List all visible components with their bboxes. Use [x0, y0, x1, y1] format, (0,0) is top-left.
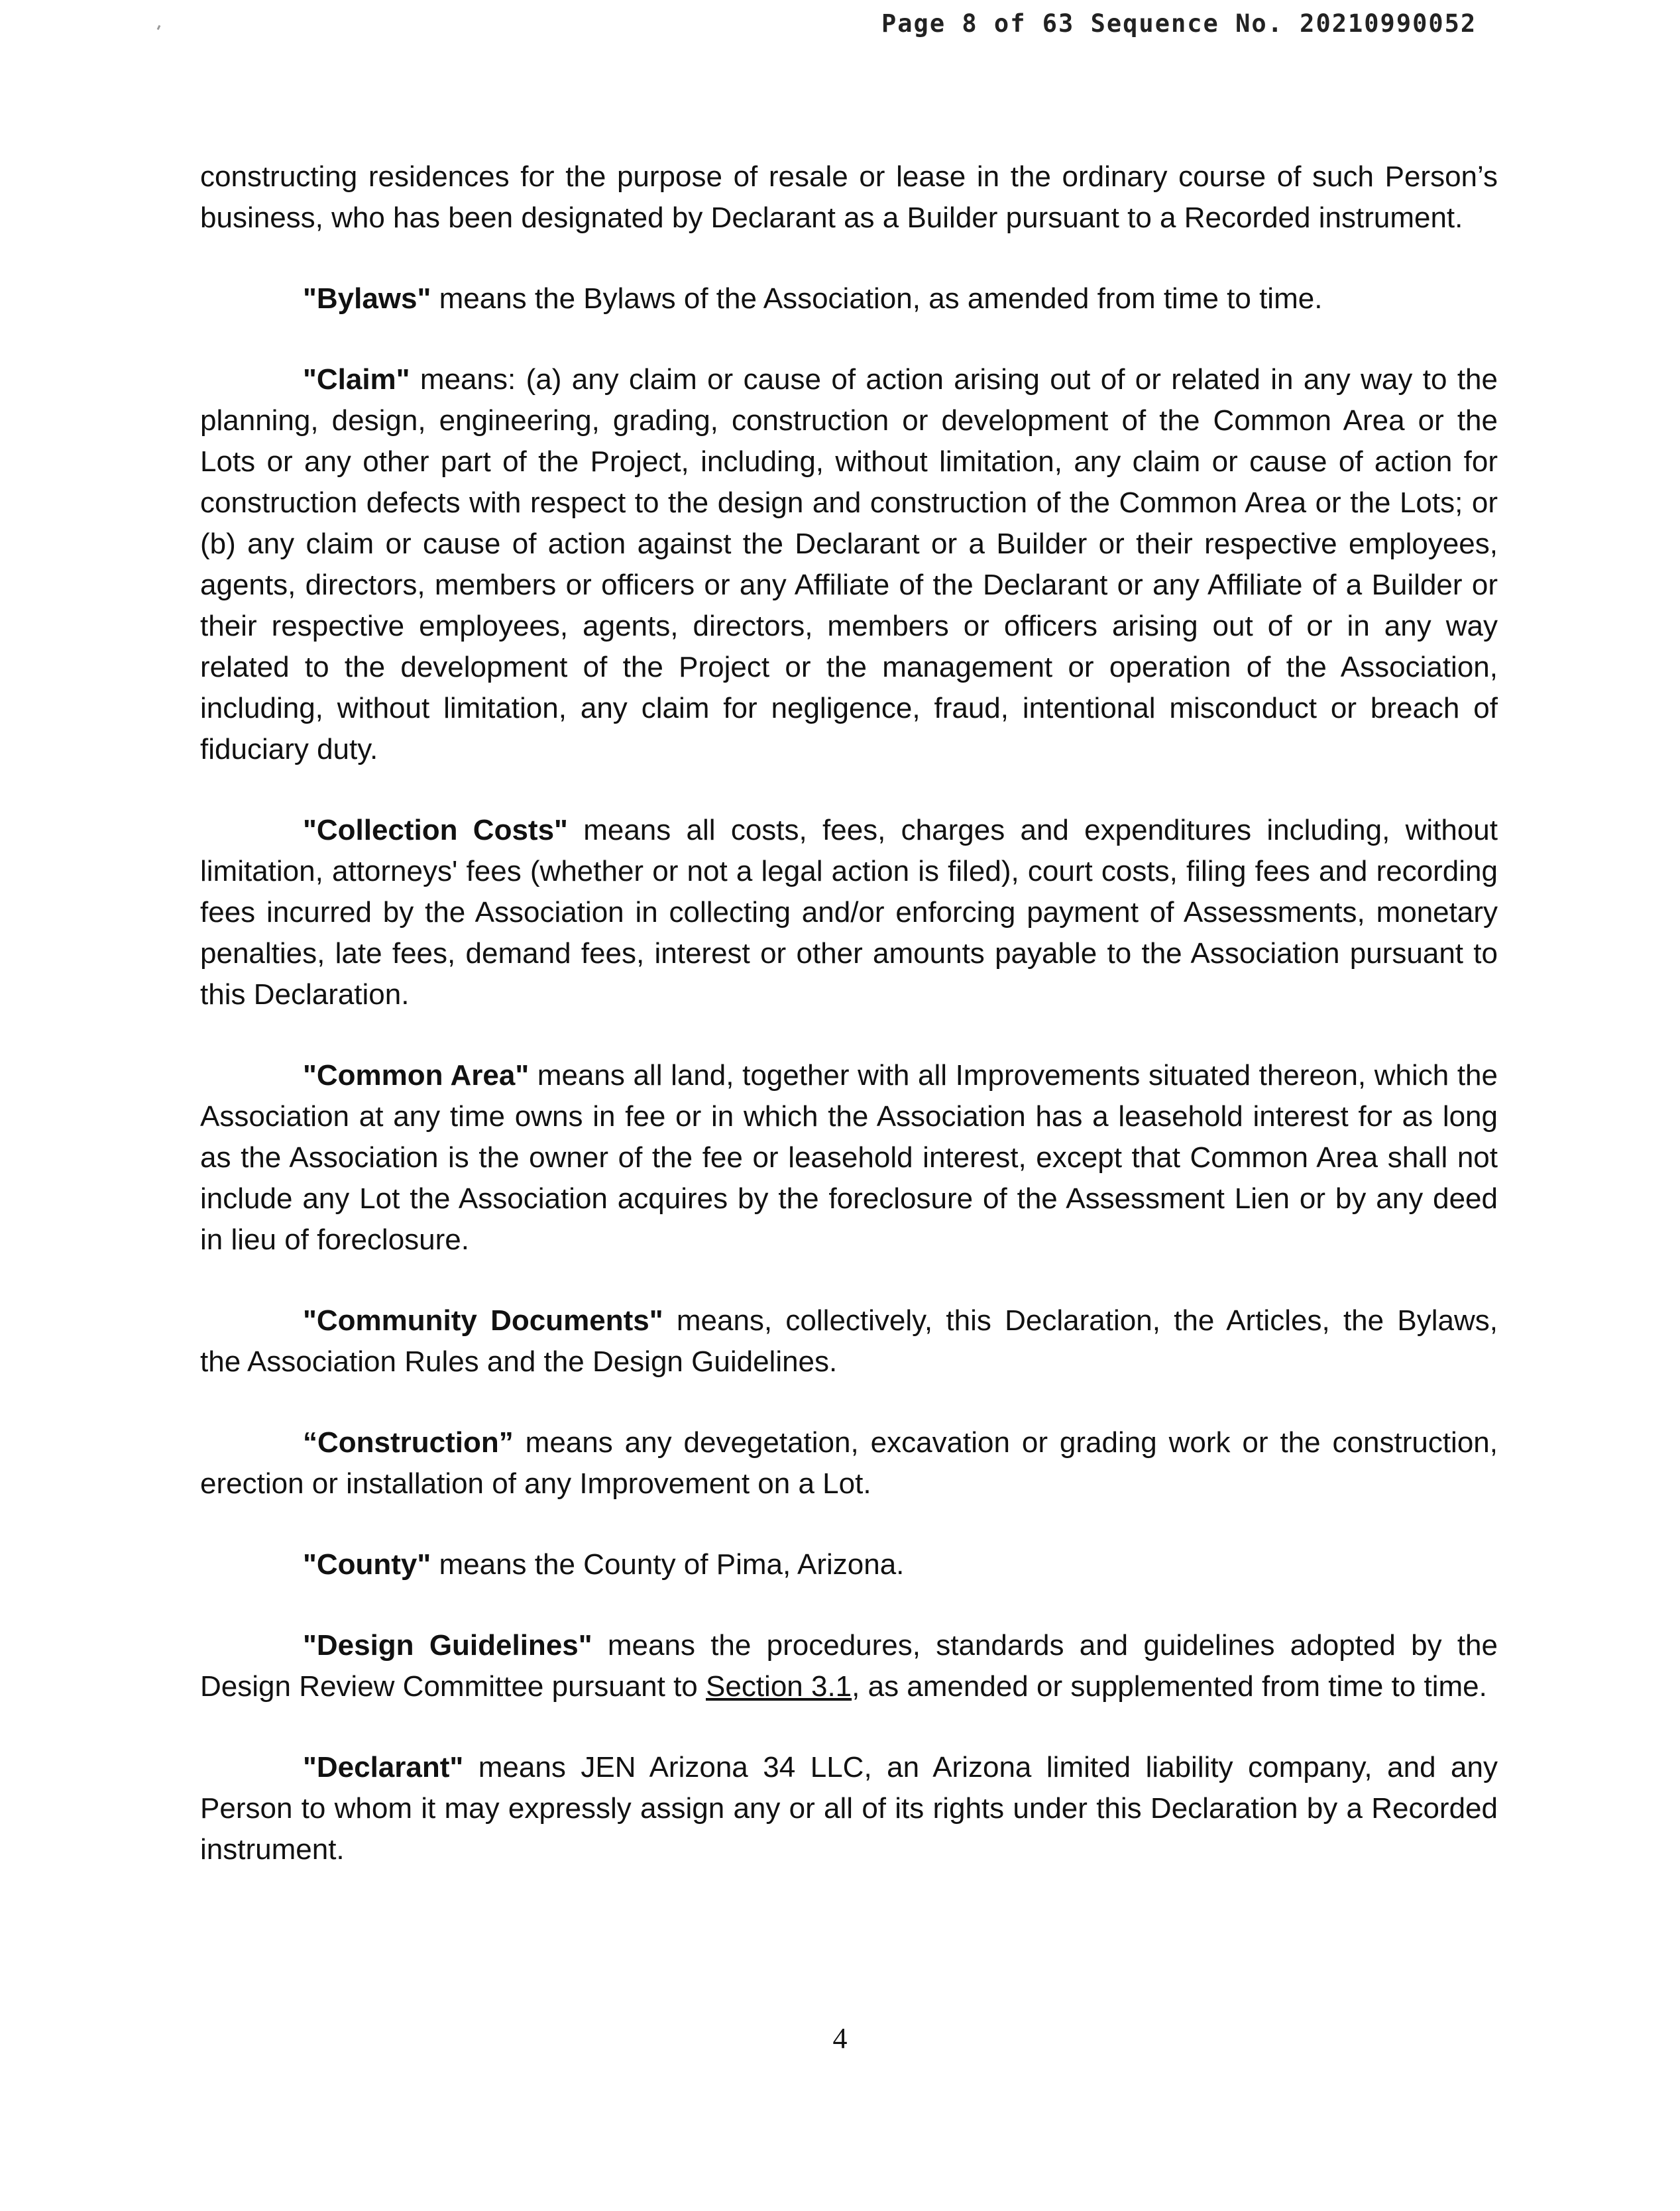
section-reference: Section 3.1	[706, 1670, 852, 1703]
definition-text: means the County of Pima, Arizona.	[431, 1548, 905, 1581]
defined-term: "Claim"	[303, 363, 410, 396]
paragraph-text: constructing residences for the purpose of resale or lease in the ordinary course of such Person’s business, who has been designated by Declarant as a Builder pursuant to a Recorded instrument.	[200, 160, 1498, 234]
definition-declarant	[200, 1747, 1498, 1870]
definition-collection-costs	[200, 810, 1498, 1015]
paragraph-builder-continued	[200, 156, 1498, 239]
definition-design-guidelines	[200, 1625, 1498, 1707]
defined-term: “Construction”	[303, 1426, 514, 1459]
definition-text: means all land, together with all Improvements situated thereon, which the Association at any time owns in fee or in which the Association has a leasehold interest for as long as the Association is the owner of the fee or leasehold interest, except that Common Area shall not include any Lot the Association acquires by the foreclosure of the Assessment Lien or by any deed in lieu of foreclosure.	[200, 1059, 1498, 1256]
page-number: 4	[832, 2022, 848, 2055]
defined-term: "County"	[303, 1548, 431, 1581]
definition-claim	[200, 359, 1498, 770]
definition-construction	[200, 1422, 1498, 1504]
defined-term: "Design Guidelines"	[303, 1629, 592, 1662]
definition-text: means the procedures, standards and guidelines adopted by the Design Review Committee pursuant to	[200, 1629, 1498, 1703]
page-header: Page 8 of 63 Sequence No. 20210990052	[881, 9, 1477, 38]
definition-text: means any devegetation, excavation or grading work or the construction, erection or installation of any Improvement on a Lot.	[200, 1426, 1498, 1500]
definition-text: means the Bylaws of the Association, as amended from time to time.	[431, 282, 1323, 315]
definition-common-area	[200, 1055, 1498, 1261]
defined-term: "Declarant"	[303, 1751, 464, 1784]
definition-county	[200, 1544, 1498, 1585]
definition-bylaws	[200, 278, 1498, 319]
defined-term: "Community Documents"	[303, 1304, 663, 1337]
defined-term: "Bylaws"	[303, 282, 431, 315]
defined-term: "Common Area"	[303, 1059, 530, 1092]
definition-text: means all costs, fees, charges and expenditures including, without limitation, attorneys' fees (whether or not a legal action is filed), court costs, filing fees and recording fees incurred by the Association in collecting and/or enforcing payment of Assessments, monetary penalties, late fees, demand fees, interest or other amounts payable to the Association pursuant to this Declaration.	[200, 814, 1498, 1011]
definition-community-documents	[200, 1300, 1498, 1383]
definition-text: means: (a) any claim or cause of action arising out of or related in any way to the planning, design, engineering, grading, construction or development of the Common Area or the Lots or any other part of the Project, including, without limitation, any claim or cause of action for construction defects with respect to the design and construction of the Common Area or the Lots; or (b) any claim or cause of action against the Declarant or a Builder or their respective employees, agents, directors, members or officers or any Affiliate of the Declarant or any Affiliate of a Builder or their respective employees, agents, directors, members or officers arising out of or in any way related to the development of the Project or the management or operation of the Association, including, without limitation, any claim for negligence, fraud, intentional misconduct or breach of fiduciary duty.	[200, 363, 1498, 765]
scan-speck	[157, 25, 161, 30]
definition-text: means, collectively, this Declaration, the Articles, the Bylaws, the Association Rules and the Design Guidelines.	[200, 1304, 1498, 1378]
defined-term: "Collection Costs"	[303, 814, 568, 846]
definition-text-continued: , as amended or supplemented from time to time.	[852, 1670, 1487, 1703]
document-body	[200, 156, 1498, 1910]
definition-text: means JEN Arizona 34 LLC, an Arizona limited liability company, and any Person to whom it may expressly assign any or all of its rights under this Declaration by a Recorded instrument.	[200, 1751, 1498, 1866]
